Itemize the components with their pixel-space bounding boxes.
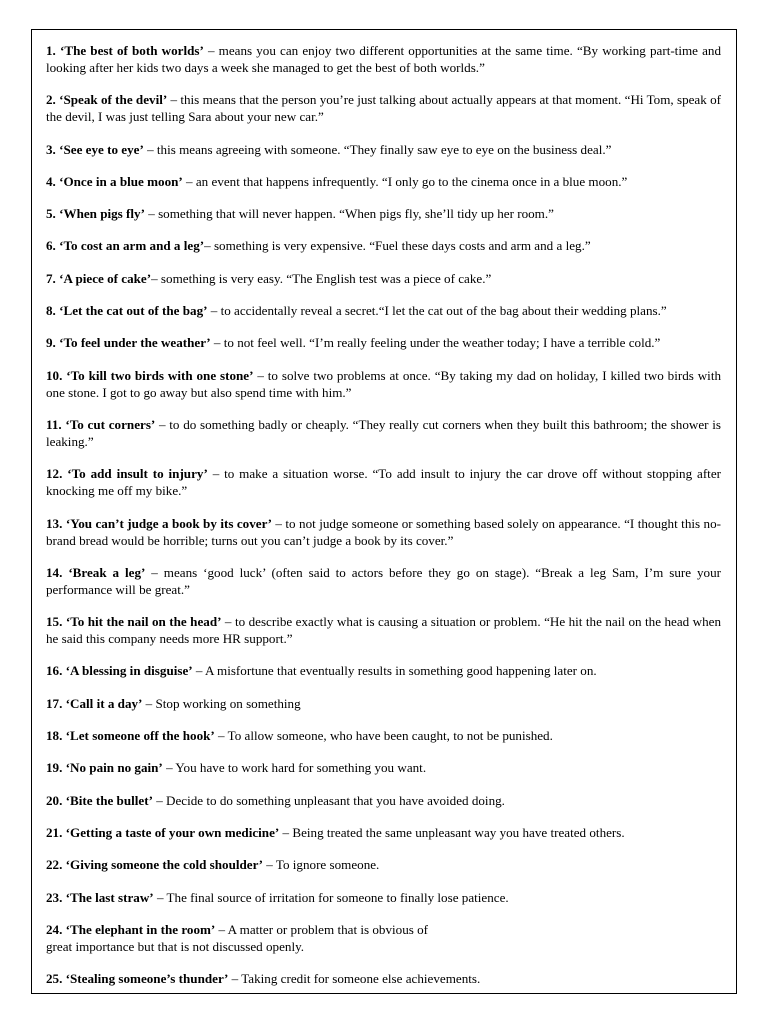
idiom-phrase: 8. ‘Let the cat out of the bag’ [46, 303, 208, 319]
idiom-phrase: 5. ‘When pigs fly’ [46, 206, 145, 222]
idiom-number: 5. [46, 206, 56, 222]
idiom-number: 16. [46, 663, 63, 679]
idiom-entry-5 [46, 205, 721, 222]
idiom-entry-17 [46, 695, 721, 712]
idiom-phrase: 15. ‘To hit the nail on the head’ [46, 614, 222, 630]
idiom-phrase: 7. ‘A piece of cake’ [46, 270, 152, 286]
idiom-phrase: 19. ‘No pain no gain’ [46, 760, 163, 776]
idiom-definition: – something is very expensive. “Fuel these days costs and arm and a leg.” [204, 238, 591, 254]
idiom-definition: – to make a situation worse. “To add insult to injury the car drove off without stopping after knocking me off my bike.” [46, 466, 721, 499]
idiom-definition: – means ‘good luck’ (often said to actors before they go on stage). “Break a leg Sam, I’m sure your performance will be great.” [46, 564, 721, 597]
idiom-phrase: 18. ‘Let someone off the hook’ [46, 728, 215, 744]
idiom-number: 14. [46, 564, 63, 580]
idiom-definition: – to do something badly or cheaply. “They really cut corners when they built this bathroom; the shower is leaking.” [46, 416, 721, 449]
idiom-definition: – Being treated the same unpleasant way you have treated others. [279, 824, 625, 840]
idiom-number: 22. [46, 857, 63, 873]
idiom-entry-8 [46, 302, 721, 319]
idiom-phrase: 23. ‘The last straw’ [46, 889, 154, 905]
idiom-phrase: 16. ‘A blessing in disguise’ [46, 663, 193, 679]
idiom-entry-13 [46, 515, 721, 549]
idiom-entry-25 [46, 970, 721, 987]
idiom-entry-19 [46, 759, 721, 776]
idiom-number: 25. [46, 971, 63, 987]
idiom-phrase: 14. ‘Break a leg’ [46, 564, 146, 580]
idiom-definition: – this means agreeing with someone. “They finally saw eye to eye on the business deal.” [143, 141, 612, 157]
idiom-definition: – to solve two problems at once. “By taking my dad on holiday, I killed two birds with one stone. I got to go away but also spend time with him.” [46, 367, 722, 400]
idiom-entry-9 [46, 334, 721, 351]
idiom-number: 3. [46, 141, 56, 157]
idiom-definition: – something is very easy. “The English test was a piece of cake.” [151, 270, 492, 286]
idiom-entry-10 [46, 367, 721, 401]
idiom-number: 19. [46, 760, 63, 776]
idiom-definition: – To ignore someone. [263, 857, 380, 873]
idiom-number: 10. [46, 367, 63, 383]
idiom-definition: – Stop working on something [142, 695, 301, 711]
idiom-entry-18 [46, 727, 721, 744]
idiom-phrase: 10. ‘To kill two birds with one stone’ [46, 367, 254, 383]
idiom-phrase: 3. ‘See eye to eye’ [46, 141, 144, 157]
idiom-number: 1. [46, 43, 56, 58]
idiom-entry-22 [46, 856, 721, 873]
idiom-number: 7. [46, 270, 56, 286]
idiom-number: 6. [46, 238, 56, 254]
idiom-definition: – to describe exactly what is causing a situation or problem. “He hit the nail on the head when he said this company needs more HR support.” [46, 614, 722, 647]
idiom-definition: – To allow someone, who have been caught, to not be punished. [214, 728, 553, 744]
idiom-number: 17. [46, 695, 63, 711]
idiom-number: 13. [46, 515, 63, 531]
idiom-number: 20. [46, 792, 63, 808]
idiom-phrase: 2. ‘Speak of the devil’ [46, 92, 168, 108]
idiom-entry-11 [46, 416, 721, 450]
idiom-definition: – Decide to do something unpleasant that you have avoided doing. [152, 792, 505, 808]
idiom-definition: – A matter or problem that is obvious of great importance but that is not discussed openly. [46, 921, 429, 954]
idiom-phrase: 6. ‘To cost an arm and a leg’ [46, 238, 205, 254]
idiom-number: 21. [46, 824, 63, 840]
idiom-entry-2 [46, 91, 721, 125]
idiom-entry-15 [46, 613, 721, 647]
idiom-definition: – means you can enjoy two different opportunities at the same time. “By working part-time and looking after her kids two days a week she managed to get the best of both worlds.” [46, 43, 721, 75]
idiom-number: 12. [46, 466, 63, 482]
idiom-definition: – an event that happens infrequently. “I only go to the cinema once in a blue moon.” [182, 173, 628, 189]
idiom-definition: – Taking credit for someone else achievements. [228, 971, 481, 987]
idiom-definition: – to not judge someone or something based solely on appearance. “I thought this no-brand bread would be horrible; turns out you can’t judge a book by its cover.” [46, 515, 721, 548]
idiom-definition: – something that will never happen. “When pigs fly, she’ll tidy up her room.” [144, 206, 554, 222]
idiom-entry-12 [46, 465, 721, 499]
idiom-entry-21 [46, 824, 721, 841]
idiom-definition: – to not feel well. “I’m really feeling under the weather today; I have a terrible cold.” [210, 335, 661, 351]
idiom-entry-20 [46, 792, 721, 809]
idiom-entry-7 [46, 270, 721, 287]
idiom-phrase: 25. ‘Stealing someone’s thunder’ [46, 971, 229, 987]
idiom-definition: – to accidentally reveal a secret.“I let the cat out of the bag about their wedding plans.” [207, 303, 667, 319]
idiom-number: 11. [46, 416, 62, 432]
idiom-number: 15. [46, 614, 63, 630]
idiom-entry-6 [46, 237, 721, 254]
idiom-phrase: 11. ‘To cut corners’ [46, 416, 156, 432]
idiom-number: 24. [46, 921, 63, 937]
idiom-phrase: 24. ‘The elephant in the room’ [46, 921, 216, 937]
idiom-number: 18. [46, 728, 63, 744]
idiom-entry-16 [46, 662, 721, 679]
idiom-list [46, 42, 721, 1002]
idiom-entry-24 [46, 921, 721, 955]
idiom-phrase: 13. ‘You can’t judge a book by its cover’ [46, 515, 272, 531]
idiom-entry-14 [46, 564, 721, 598]
idiom-number: 9. [46, 335, 56, 351]
idiom-entry-1 [46, 42, 721, 76]
idiom-phrase: 21. ‘Getting a taste of your own medicine’ [46, 824, 280, 840]
idiom-number: 8. [46, 303, 56, 319]
idiom-phrase: 4. ‘Once in a blue moon’ [46, 173, 183, 189]
idiom-entry-23 [46, 889, 721, 906]
idiom-entry-4 [46, 173, 721, 190]
idiom-phrase: 20. ‘Bite the bullet’ [46, 792, 153, 808]
idiom-definition: – The final source of irritation for someone to finally lose patience. [153, 889, 509, 905]
idiom-phrase: 22. ‘Giving someone the cold shoulder’ [46, 857, 264, 873]
idiom-number: 23. [46, 889, 63, 905]
idiom-phrase: 9. ‘To feel under the weather’ [46, 335, 211, 351]
idiom-phrase: 12. ‘To add insult to injury’ [46, 466, 208, 482]
idiom-definition: – You have to work hard for something you want. [162, 760, 427, 776]
idiom-entry-3 [46, 141, 721, 158]
idiom-number: 4. [46, 173, 56, 189]
idiom-phrase: 1. ‘The best of both worlds’ [46, 43, 204, 58]
idiom-number: 2. [46, 92, 56, 108]
idiom-definition: – A misfortune that eventually results in something good happening later on. [192, 663, 597, 679]
idiom-definition: – this means that the person you’re just talking about actually appears at that moment. “Hi Tom, speak of the devil, I was just telling Sara about your new car.” [46, 92, 721, 125]
idiom-phrase: 17. ‘Call it a day’ [46, 695, 143, 711]
